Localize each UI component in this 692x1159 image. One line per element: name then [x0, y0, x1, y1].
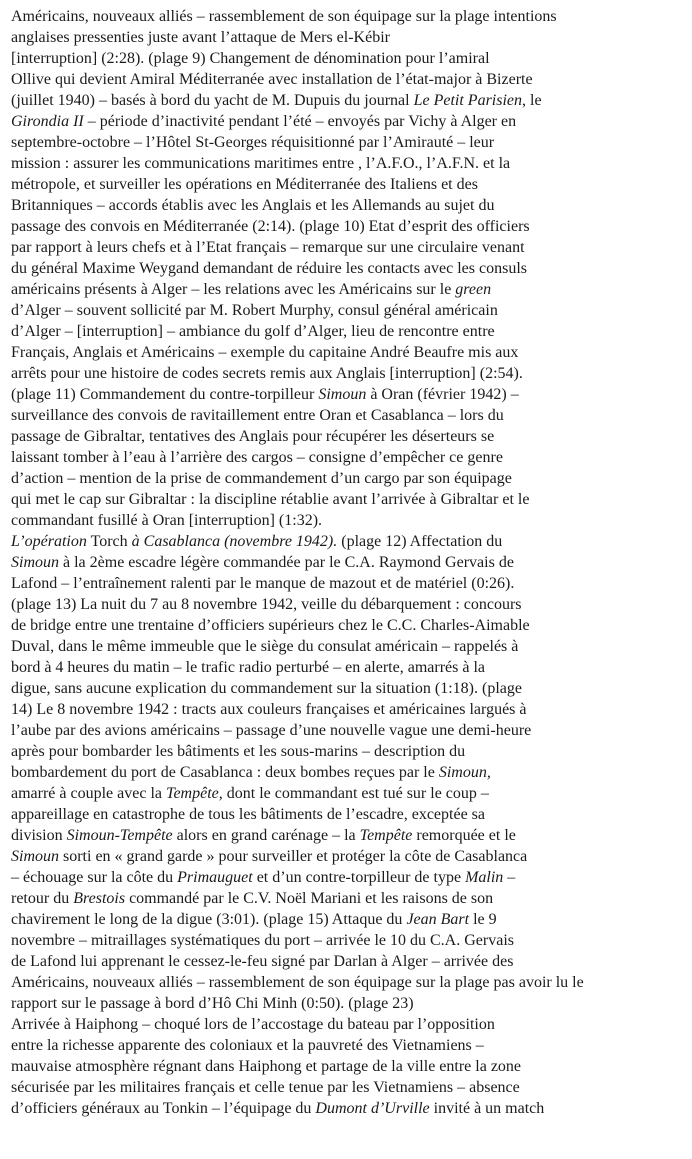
text-line — [11, 195, 692, 216]
text-run: (juillet 1940) – basés à bord du yacht de M. Dupuis du journal — [11, 92, 414, 109]
text-run: passage des convois en Méditerranée (2:14). (plage 10) Etat d’esprit des officiers — [11, 218, 530, 235]
text-run: – échouage sur la côte du — [11, 869, 178, 886]
text-line — [11, 804, 692, 825]
text-run: Simoun — [11, 554, 59, 571]
text-run: à la 2ème escadre légère commandée par le C.A. Raymond Gervais de — [59, 554, 514, 571]
text-run: surveillance des convois de ravitaillement entre Oran et Casablanca – lors du — [11, 407, 504, 424]
text-line — [11, 699, 692, 720]
text-line — [11, 468, 692, 489]
text-run: – période d’inactivité pendant l’été – envoyés par Vichy à Alger en — [83, 113, 517, 130]
text-line — [11, 384, 692, 405]
text-line — [11, 90, 692, 111]
text-line — [11, 531, 692, 552]
text-run: commandé par le C.V. Noël Mariani et les raisons de son — [125, 890, 494, 907]
text-run: Tempête — [359, 827, 413, 844]
text-line — [11, 1077, 692, 1098]
text-run: Dumont d’Urville — [315, 1100, 430, 1117]
text-line — [11, 6, 692, 27]
text-line — [11, 636, 692, 657]
text-run: novembre – mitraillages systématiques du port – arrivée le 10 du C.A. Gervais — [11, 932, 514, 949]
text-run: passage de Gibraltar, tentatives des Anglais pour récupérer les déserteurs se — [11, 428, 495, 445]
text-line — [11, 846, 692, 867]
text-line — [11, 951, 692, 972]
text-run: d’officiers généraux au Tonkin – l’équipage du — [11, 1100, 316, 1117]
text-run: de bridge entre une trentaine d’officiers supérieurs chez le C.C. Charles-Aimable — [11, 617, 530, 634]
text-run: sorti en « grand garde » pour surveiller et protéger la côte de Casablanca — [59, 848, 528, 865]
text-run: Simoun — [11, 848, 59, 865]
text-run: Simoun-Tempête — [66, 827, 173, 844]
text-line — [11, 972, 692, 993]
text-run: par rapport à leurs chefs et à l’Etat français – remarque sur une circulaire venant — [11, 239, 525, 256]
text-run: Ollive qui devient Amiral Méditerranée avec installation de l’état-major à Bizerte — [11, 71, 533, 88]
text-run: d’action – mention de la prise de commandement d’un cargo par son équipage — [11, 470, 512, 487]
text-run: appareillage en catastrophe de tous les bâtiments de l’escadre, exceptée sa — [11, 806, 485, 823]
text-run: anglaises pressenties juste avant l’attaque de Mers el-Kébir — [11, 29, 390, 46]
text-run: qui met le cap sur Gibraltar : la discipline rétablie avant l’arrivée à Gibraltar et le — [11, 491, 530, 508]
text-line — [11, 405, 692, 426]
text-line — [11, 615, 692, 636]
text-line — [11, 888, 692, 909]
text-run: l’aube par des avions américains – passage d’une nouvelle vague une demi-heure — [11, 722, 532, 739]
text-line — [11, 909, 692, 930]
text-run: Primauguet — [177, 869, 253, 886]
text-line — [11, 111, 692, 132]
text-run: dont le commandant est tué sur le coup – — [222, 785, 489, 802]
text-run: (plage 12) Affectation du — [337, 533, 503, 550]
text-run: (plage 11) Commandement du contre-torpilleur — [11, 386, 319, 403]
text-run: Simoun — [318, 386, 367, 403]
text-line — [11, 1098, 692, 1119]
text-run: Malin — [465, 869, 504, 886]
text-line — [11, 1035, 692, 1056]
text-line — [11, 552, 692, 573]
text-run: arrêts pour une histoire de codes secrets remis aux Anglais [interruption] (2:54). — [11, 365, 523, 382]
text-run: métropole, et surveiller les opérations en Méditerranée des Italiens et des — [11, 176, 478, 193]
text-run: du général Maxime Weygand demandant de réduire les contacts avec les consuls — [11, 260, 528, 277]
text-run: Arrivée à Haiphong – choqué lors de l’accostage du bateau par l’opposition — [11, 1016, 495, 1033]
text-run: alors en grand carénage – la — [172, 827, 360, 844]
text-run: mauvaise atmosphère régnant dans Haiphong et partage de la ville entre la zone — [11, 1058, 522, 1075]
text-run: Américains, nouveaux alliés – rassemblement de son équipage sur la plage pas avoir lu le — [11, 974, 584, 991]
text-run: entre la richesse apparente des coloniaux et la pauvreté des Vietnamiens – — [11, 1037, 484, 1054]
text-line — [11, 993, 692, 1014]
text-line — [11, 867, 692, 888]
text-run: 14) Le 8 novembre 1942 : tracts aux couleurs françaises et américaines largués à — [11, 701, 527, 718]
text-line — [11, 69, 692, 90]
text-line — [11, 27, 692, 48]
text-run: Simoun, — [438, 764, 491, 781]
text-run: et d’un contre-torpilleur de type — [252, 869, 466, 886]
text-line — [11, 657, 692, 678]
text-run: septembre-octobre – l’Hôtel St-Georges réquisitionné par l’Amirauté – leur — [11, 134, 495, 151]
text-run: Brestois — [73, 890, 126, 907]
text-run: à Casablanca (novembre 1942). — [131, 533, 338, 550]
text-run: américains présents à Alger – les relations avec les Américains sur le — [11, 281, 456, 298]
text-line — [11, 741, 692, 762]
text-run: digue, sans aucune explication du commandement sur la situation (1:18). (plage — [11, 680, 522, 697]
text-line — [11, 426, 692, 447]
text-run: après pour bombarder les bâtiments et les sous-marins – description du — [11, 743, 466, 760]
text-line — [11, 573, 692, 594]
text-line — [11, 1056, 692, 1077]
text-run: , le — [522, 92, 542, 109]
text-run: Français, Anglais et Américains – exemple du capitaine André Beaufre mis aux — [11, 344, 519, 361]
text-line — [11, 594, 692, 615]
text-run: sécurisée par les militaires français et celle tenue par les Vietnamiens – absence — [11, 1079, 520, 1096]
text-line — [11, 216, 692, 237]
text-run: commandant fusillé à Oran [interruption] (1:32). — [11, 512, 323, 529]
text-line — [11, 279, 692, 300]
text-line — [11, 363, 692, 384]
text-run: d’Alger – [interruption] – ambiance du golf d’Alger, lieu de rencontre entre — [11, 323, 495, 340]
text-line — [11, 342, 692, 363]
text-line — [11, 762, 692, 783]
text-run: retour du — [11, 890, 74, 907]
text-run: Tempête, — [166, 785, 223, 802]
text-line — [11, 258, 692, 279]
text-run: Le Petit Parisien — [413, 92, 523, 109]
text-line — [11, 678, 692, 699]
text-run: Lafond – l’entraînement ralenti par le manque de mazout et de matériel (0:26). — [11, 575, 515, 592]
text-line — [11, 510, 692, 531]
text-run: d’Alger – souvent sollicité par M. Robert Murphy, consul général américain — [11, 302, 498, 319]
text-run: bord à 4 heures du matin – le trafic radio perturbé – en alerte, amarrés à la — [11, 659, 486, 676]
text-run: invité à un match — [429, 1100, 545, 1117]
text-run: [interruption] (2:28). (plage 9) Changement de dénomination pour l’amiral — [11, 50, 490, 67]
text-line — [11, 48, 692, 69]
document-text — [11, 6, 692, 1119]
text-run: (plage 13) La nuit du 7 au 8 novembre 1942, veille du débarquement : concours — [11, 596, 522, 613]
text-run: Britanniques – accords établis avec les Anglais et les Allemands au sujet du — [11, 197, 495, 214]
text-line — [11, 237, 692, 258]
text-run: division — [11, 827, 67, 844]
text-run: à Oran (février 1942) – — [366, 386, 519, 403]
text-line — [11, 720, 692, 741]
text-run: de Lafond lui apprenant le cessez-le-feu signé par Darlan à Alger – arrivée des — [11, 953, 514, 970]
text-run: Jean Bart — [406, 911, 470, 928]
text-line — [11, 783, 692, 804]
text-line — [11, 825, 692, 846]
text-line — [11, 153, 692, 174]
text-run: Duval, dans le même immeuble que le siège du consulat américain – rappelés à — [11, 638, 519, 655]
text-run: – — [503, 869, 516, 886]
text-line — [11, 489, 692, 510]
text-line — [11, 174, 692, 195]
text-line — [11, 1014, 692, 1035]
text-run: L’opération — [11, 533, 87, 550]
text-line — [11, 132, 692, 153]
text-run: Américains, nouveaux alliés – rassemblement de son équipage sur la plage intentions — [11, 8, 557, 25]
text-run: laissant tomber à l’eau à l’arrière des cargos – consigne d’empêcher ce genre — [11, 449, 503, 466]
text-run: Torch — [86, 533, 132, 550]
text-line — [11, 447, 692, 468]
text-run: amarré à couple avec la — [11, 785, 167, 802]
text-line — [11, 930, 692, 951]
text-line — [11, 321, 692, 342]
text-run: green — [455, 281, 492, 298]
text-run: chavirement le long de la digue (3:01). (plage 15) Attaque du — [11, 911, 407, 928]
text-run: mission : assurer les communications maritimes entre , l’A.F.O., l’A.F.N. et la — [11, 155, 511, 172]
text-run: remorquée et le — [412, 827, 516, 844]
text-run: bombardement du port de Casablanca : deux bombes reçues par le — [11, 764, 439, 781]
text-run: rapport sur le passage à bord d’Hô Chi Minh (0:50). (plage 23) — [11, 995, 414, 1012]
text-run: Girondia II — [11, 113, 84, 130]
text-line — [11, 300, 692, 321]
text-run: le 9 — [469, 911, 497, 928]
